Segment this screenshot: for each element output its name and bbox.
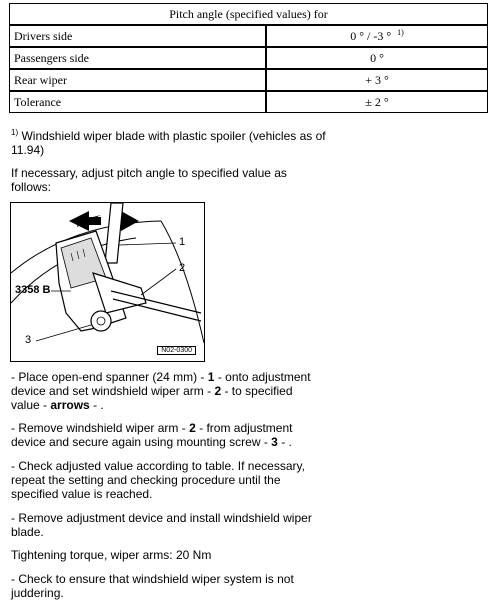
- step-4: - Remove adjustment device and install windshield wiper blade.: [11, 511, 312, 539]
- step-1: [11, 370, 321, 412]
- footnote-text: [11, 126, 341, 157]
- item-number: 3: [271, 435, 278, 449]
- step-text: - onto adjustment device and set windshield wiper arm -: [11, 370, 311, 398]
- table-row: [10, 91, 488, 113]
- item-number: 1: [207, 370, 215, 384]
- table-header-row: [10, 4, 488, 26]
- step-text: - .: [281, 435, 292, 449]
- step-5: - Check to ensure that windshield wiper system is not juddering.: [11, 572, 294, 600]
- arrows-reference: arrows: [50, 398, 90, 412]
- footnote-body: Windshield wiper blade with plastic spoiler (vehicles as of 11.94): [11, 129, 326, 157]
- step-2: [11, 421, 321, 449]
- callout-2: 2: [179, 262, 186, 274]
- row-label: Tolerance: [10, 91, 267, 113]
- figure-code: N02-0300: [157, 346, 196, 355]
- row-label: Passengers side: [10, 47, 267, 69]
- step-text: - .: [93, 398, 104, 412]
- row-value-text: 0 ° / -3 °: [350, 29, 392, 43]
- row-value: 0 °: [266, 47, 488, 69]
- table-header: Pitch angle (specified values) for: [10, 4, 488, 26]
- tool-label: 3358 B: [15, 284, 51, 296]
- row-value: [266, 25, 488, 47]
- step-text: - Place open-end spanner (24 mm) -: [11, 370, 205, 384]
- adjustment-illustration: [10, 202, 205, 362]
- wiper-adjustment-drawing: [11, 203, 204, 361]
- table-row: [10, 25, 488, 47]
- intro-text: If necessary, adjust pitch angle to specified value as follows:: [11, 166, 287, 194]
- callout-1: 1: [179, 236, 186, 248]
- row-value: ± 2 °: [266, 91, 488, 113]
- row-label: Rear wiper: [10, 69, 267, 91]
- footnote-ref: 1): [397, 28, 404, 37]
- callout-3: 3: [25, 334, 32, 346]
- footnote-marker: 1): [11, 128, 19, 137]
- table-row: [10, 69, 488, 91]
- table-row: [10, 47, 488, 69]
- row-value: + 3 °: [266, 69, 488, 91]
- torque-spec: Tightening torque, wiper arms: 20 Nm: [11, 548, 212, 562]
- step-text: - to specified value -: [11, 384, 293, 412]
- step-text: - from adjustment device and secure again using mounting screw -: [11, 421, 293, 449]
- row-label: Drivers side: [10, 25, 267, 47]
- pitch-angle-table: [9, 3, 488, 113]
- item-number: 2: [214, 384, 222, 398]
- step-3: - Check adjusted value according to table. If necessary, repeat the setting and checking procedure until the specified value is reached.: [11, 459, 305, 501]
- step-text: - Remove windshield wiper arm -: [11, 421, 186, 435]
- item-number: 2: [189, 421, 196, 435]
